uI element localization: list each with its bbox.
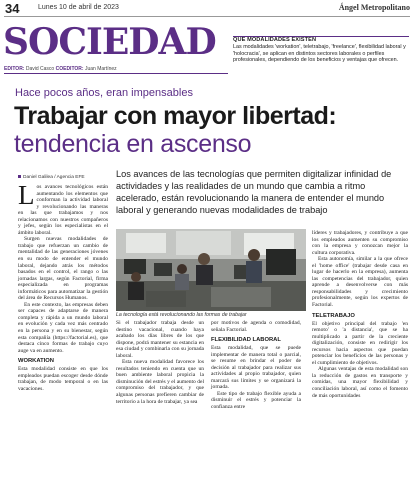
paragraph: Esta modalidad, que se puede implementar de manera total o parcial, se resume en brindar el poder de decisión al trabajador para realizar sus actividades al propio trabajador, quien marcará sus límites y se organizará la jornada. — [211, 345, 301, 391]
photo-caption: La tecnología está revolucionando las formas de trabajar — [116, 312, 247, 318]
paragraph: Esta modalidad consiste en que los empleados puedan escoger desde dónde trabajan, de modo temporal o en las vacaciones. — [18, 366, 108, 392]
article-photo — [116, 229, 306, 311]
section-rule — [4, 73, 228, 74]
sidebar-box-title: QUE MODALIDADES EXISTEN — [233, 37, 317, 43]
drop-cap: L — [18, 180, 35, 210]
article-column-1 — [18, 180, 108, 392]
article-headline-second-line: tendencia en ascenso — [14, 130, 252, 158]
editor-name: David Casco — [25, 66, 55, 72]
section-title: SOCIEDAD — [3, 21, 216, 63]
byline-marker — [18, 175, 21, 178]
sidebar-box-text: Las modalidades 'workation', teletrabajo, 'freelance', flexibilidad laboral y 'holocracia', se aplican en distintos sectores laborales o perfiles profesionales, dependiendo de los beneficios y ventajas que ofrecen. — [233, 43, 406, 64]
office-photo-illustration — [116, 229, 306, 311]
editor-label: EDITOR: — [4, 66, 25, 72]
subheading-workation: WORKATION — [18, 358, 54, 365]
article-column-2 — [116, 320, 204, 405]
paragraph: Este tipo de trabajo flexible ayuda a disminuir el estrés y potenciar la confianza entre — [211, 390, 301, 411]
coeditor-name: Juan Martínez — [84, 66, 117, 72]
article-subhead: Los avances de las tecnologías que permiten digitalizar infinidad de actividades y las realidades de un mundo que cambia a ritmo acelerado, están revolucionando la manera de entender el mundo laboral y generando nuevas modalidades de trabajo — [116, 169, 392, 215]
coeditor-label: COEDITOR: — [55, 66, 84, 72]
paragraph: Esta nueva modalidad favorece los resultados teniendo en cuenta que un buen ambiente laboral propicia la disminución del estrés y el aumento del compromiso del trabajador, y que algunas personas prefieren cambiar de territorio a la hora de trabajar, ya sea — [116, 359, 204, 405]
paragraph: líderes y trabajadores, y contribuye a que los empleados aumenten su compromiso con la empresa y conozcan mejor la cultura corporativa. — [312, 230, 408, 256]
issue-date: Lunes 10 de abril de 2023 — [38, 4, 119, 11]
paragraph: Algunas ventajas de esta modalidad son la reducción de gastos en transporte y comidas, una mayor flexibilidad y conciliación laboral, así como el fomento de más oportunidades — [312, 366, 408, 399]
page-number: 34 — [5, 1, 20, 16]
subheading-teletrabajo: TELETRABAJO — [312, 312, 355, 319]
paragraph: Si el trabajador trabaja desde un destino vacacional, cuando haya acabado los días libres de los que dispone, podrá mantener su estancia en esa ciudad y combinarla con su jornada laboral. — [116, 320, 204, 359]
section-credits — [4, 66, 117, 72]
publication-name: Ángel Metropolitano — [338, 3, 410, 12]
paragraph: El objetivo principal del trabajo 'en remoto' o 'a distancia', que se ha multiplicado a partir de la creciente digitalización, consiste en redirigir los recursos hacia aspectos que puedan potenciar los beneficios de las personas y el cumplimiento de objetivos. — [312, 320, 408, 366]
paragraph: Surgen nuevas modalidades de trabajo que refuerzan un cambio de mentalidad de las generaciones jóvenes en su modo de entender el mundo laboral, dejando atrás los métodos basados en el control, el rango o las jornadas largas, según Factorial, firma especializada en programas informáticos para automatizar la gestión del área de Recursos Humanos. — [18, 236, 108, 302]
article-headline: Trabajar con mayor libertad: — [14, 102, 337, 130]
article-kicker: Hace pocos años, eran impensables — [15, 87, 193, 99]
byline-text: Daniel Galilea / Agencia EFE — [23, 175, 85, 180]
article-column-3 — [211, 320, 301, 411]
article-column-4 — [312, 230, 408, 399]
paragraph: Esta autonomía, similar a la que ofrece el 'home office' (trabajar desde casa en lugar de hacerlo en la empresa), aumenta las competencias del trabajador, quien aprende a desenvolverse con más responsabilidades y crecimiento profesionalmente, según los expertos de Factorial. — [312, 256, 408, 309]
paragraph: En este contexto, las empresas deben ser capaces de adaptarse de manera completa y rápida a un mundo laboral en evolución y cada vez más centrado en la persona y en su bienestar, según esta compañía (https://factorial.es), que destaca cinco formas de trabajo cuyo auge va en aumento. — [18, 301, 108, 354]
sidebar-box — [233, 37, 409, 83]
paragraph: por motivos de agenda o comodidad, señala Factorial. — [211, 320, 301, 333]
header-divider — [4, 16, 410, 17]
paragraph: Los avances tecnológicos están aumentando los elementos que conforman la actividad laboral y revolucionando las maneras en las que trabajamos y nos relacionamos con nuestros compañeros y jefes, según los especialistas en el ámbito laboral. — [18, 180, 108, 236]
subheading-flexibilidad: FLEXIBILIDAD LABORAL — [211, 337, 281, 344]
